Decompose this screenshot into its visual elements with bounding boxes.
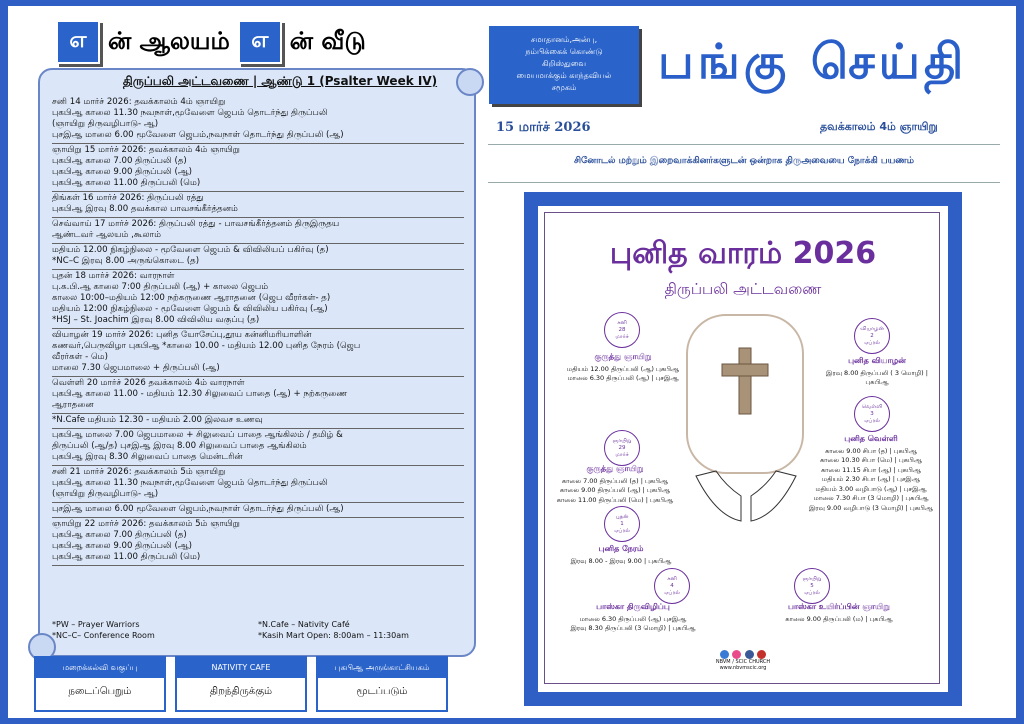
- poster-event-line: மாலை 6.30 திருப்பலி (ஆ) | புசஇஆ: [567, 374, 679, 382]
- schedule-line: புசஇஆ மாலை 6.00 மூவேளை ஜெபம்,நவநாள் தொடர்ந்து திருப்பலி (ஆ): [52, 130, 344, 140]
- poster-event: [558, 602, 708, 634]
- poster-event-line: காலை 9.00 சிபா (த) | புகபிஆ: [825, 446, 917, 455]
- date-circle-text: 28: [618, 326, 626, 333]
- logo-text: www.nbvmscic.org: [719, 665, 767, 671]
- date-circle-text: 1: [620, 520, 624, 527]
- date-circle-text: ஏப்ரல்: [664, 589, 680, 596]
- schedule-line: காலை 10:00–மதியம் 12:00 நற்கருணை ஆராதனை (ஜெப வீரர்கள்- த): [52, 293, 331, 303]
- poster-event-line: மாலை 7.30 சிபா (3 மொழி) | புகபிஆ: [813, 494, 929, 502]
- schedule-line: செவ்வாய் 17 மார்ச் 2026: திருப்பலி ரத்து - பாவசங்கீர்த்தனம் திருஇருதய: [52, 219, 340, 229]
- schedule-line: வியாழன் 19 மார்ச் 2026: புனித யோசேப்பு,தூய கன்னிமரியாளின்: [52, 330, 312, 340]
- schedule-line: புகபிஆ காலை 9.00 திருப்பலி (ஆ): [52, 167, 193, 177]
- poster-event-title: குருத்து ஞாயிறு: [586, 464, 644, 473]
- date-circle: [794, 568, 830, 604]
- schedule-line: மதியம் 12.00 நிகழ்நிலை - மூவேளை ஜெபம் & விவிலியப் பகிர்வு (த): [52, 245, 329, 255]
- schedule-block: [52, 377, 464, 414]
- badge-1: எ: [56, 20, 100, 64]
- footnotes: [52, 620, 464, 640]
- tagline-line: நம்பிக்கைக் கொண்டு: [525, 47, 603, 56]
- date-circle-text: ஏப்ரல்: [614, 527, 630, 534]
- poster-event-line: மதியம் 12.00 திருப்பலி (ஆ) புகபிஆ: [566, 364, 680, 373]
- tagline-line: சமாதானம்,அன்பு,: [530, 35, 598, 44]
- poster-event-title: பாஸ்கா திருவிழிப்பு: [596, 602, 670, 611]
- date-circle-text: மார்ச்: [615, 451, 629, 458]
- date-circle-text: ஏப்ரல்: [864, 339, 880, 346]
- info-box-value: திறந்திருக்கும்: [209, 686, 273, 697]
- poster-event-line: காலை 10.30 சிபா (மெ) | புகபிஆ: [819, 456, 923, 464]
- date-circle-text: ஞாயிறு: [802, 575, 822, 582]
- schedule-line: ஆராதனை: [52, 400, 94, 410]
- schedule-line: (ஞாயிறு திருவழிபாடு- ஆ): [52, 489, 159, 499]
- date-circle-text: 5: [810, 582, 814, 589]
- schedule-line: புகபிஆ காலை 11.00 திருப்பலி (மெ): [52, 178, 201, 188]
- date-circle-text: 29: [618, 444, 626, 451]
- schedule-block: [52, 192, 464, 218]
- date-circle-text: ஏப்ரல்: [864, 417, 880, 424]
- schedule-list: [52, 96, 464, 566]
- schedule-block: [52, 518, 464, 566]
- schedule-block: [52, 329, 464, 377]
- liturgical-season: தவக்காலம் 4ம் ஞாயிறு: [820, 120, 938, 133]
- poster-event-line: காலை 7.00 திருப்பலி (த) | புகபிஆ: [561, 476, 669, 485]
- poster-event-line: இரவு 8.00 திருப்பலி ( 3 மொழி) |: [826, 368, 928, 377]
- schedule-line: திங்கள் 16 மார்ச் 2026: திருப்பலி ரத்து: [52, 193, 204, 203]
- schedule-line: மதியம் 12:00 நிகழ்நிலை - மூவேளை ஜெபம் & விவிலிய பகிர்வு (ஆ): [52, 304, 328, 314]
- poster-inner: [538, 206, 948, 692]
- praying-hands-icon: [686, 456, 806, 526]
- facebook-icon: [745, 650, 754, 659]
- schedule-line: *N.Cafe மதியம் 12.30 - மதியம் 2.00 இலவச உணவு: [52, 415, 263, 425]
- poster-event: [546, 544, 696, 566]
- divider: [488, 144, 1000, 145]
- poster-event-line: மாலை 6.30 திருப்பலி (ஆ) புசஇஆ: [579, 614, 687, 623]
- poster-event-line: புகபிஆ: [865, 378, 889, 386]
- schedule-line: புகபிஆ காலை 11.30 நவநாள்,மூவேளை ஜெபம் தொடர்ந்து திருப்பலி: [52, 478, 328, 488]
- instagram-icon: [732, 650, 741, 659]
- date-circle-text: புதன்: [615, 513, 629, 520]
- schedule-line: *HSJ – St. Joachim இரவு 8.00 விவிலிய வகுப்பு (த): [52, 315, 260, 325]
- date-circle: [654, 568, 690, 604]
- logo-text: NBVM / SCIC CHURCH: [715, 659, 771, 665]
- info-box-catechism: [34, 656, 166, 712]
- poster-event-line: காலை 11.15 சிபா (ஆ) | புகபிஆ: [821, 465, 921, 474]
- info-box-head: NATIVITY CAFE: [177, 658, 305, 678]
- date-circle-text: ஞாயிறு: [612, 437, 632, 444]
- info-box-value: நடைப்பெறும்: [68, 686, 132, 697]
- schedule-line: புகபிஆ மாலை 7.00 ஜெபமாலை + சிலுவைப் பாதை ஆங்கிலம் / தமிழ் &: [52, 430, 343, 440]
- info-box-head: மறைக்கல்வி வகுப்பு: [36, 658, 164, 678]
- poster-event-title: புனித வெள்ளி: [844, 434, 898, 443]
- poster-event: [802, 356, 952, 388]
- header-left: [56, 20, 366, 64]
- poster-event-line: மதியம் 2.30 சிபா (ஆ) | புசஇஆ: [822, 475, 920, 483]
- tagline-line: சமூகம்: [551, 83, 577, 92]
- poster-title: புனித வாரம் 2026: [609, 236, 877, 271]
- poster-event: [548, 352, 698, 384]
- info-box-value: மூடப்படும்: [356, 686, 408, 697]
- date-circle-text: வியாழன்: [860, 325, 884, 332]
- poster-event-title: புனித நேரம்: [598, 544, 644, 553]
- poster-event-line: இரவு 8.30 திருப்பலி (3 மொழி) | புகபிஆ: [570, 624, 696, 632]
- date-circle-text: வெள்ளி: [861, 403, 883, 410]
- date-circle: [604, 506, 640, 542]
- schedule-line: புதன் 18 மார்ச் 2026: வாரநாள்: [52, 271, 175, 281]
- schedule-block: [52, 218, 464, 244]
- schedule-block: [52, 466, 464, 503]
- schedule-line: புசஇஆ மாலை 6.00 மூவேளை ஜெபம்,நவநாள் தொடர்ந்து திருப்பலி (ஆ): [52, 504, 344, 514]
- schedule-line: *NC–C இரவு 8.00 அருங்கொடை (த): [52, 256, 200, 266]
- schedule-line: சனி 21 மார்ச் 2026: தவக்காலம் 5ம் ஞாயிறு: [52, 467, 226, 477]
- header-word-1: ன் ஆலயம்: [108, 26, 230, 55]
- theme-line: சினோடல் மற்றும் இறைவாக்கினர்களுடன் ஒன்றாக திருஅவையை நோக்கி பயணம்: [573, 156, 914, 166]
- schedule-line: புகபிஆ காலை 7.00 திருப்பலி (த): [52, 530, 187, 540]
- schedule-line: புகபிஆ காலை 11.00 - மதியம் 12.30 சிலுவைப் பாதை (ஆ) + நற்கருணை: [52, 389, 348, 399]
- schedule-line: பு.க.பி.ஆ காலை 7:00 திருப்பலி (ஆ) + காலை ஜெபம்: [52, 282, 269, 292]
- schedule-block: [52, 144, 464, 192]
- logo-icon: [720, 650, 729, 659]
- poster-event: [764, 602, 914, 624]
- poster-event-line: காலை 9.00 திருப்பலி (ம) | புகபிஆ: [785, 614, 893, 623]
- schedule-line: புகபிஆ இரவு 8.00 தவக்கால பாவசங்கீர்த்தனம்: [52, 204, 238, 214]
- poster-event: [796, 434, 946, 513]
- schedule-block: [52, 503, 464, 518]
- date-circle: [854, 318, 890, 354]
- date-circle: [604, 312, 640, 348]
- schedule-line: மாலை 7.30 ஜெபமாலை + திருப்பலி (ஆ): [52, 363, 220, 373]
- schedule-scroll: [38, 68, 476, 657]
- schedule-block: [52, 429, 464, 466]
- schedule-block: [52, 244, 464, 270]
- schedule-line: புகபிஆ காலை 11.30 நவநாள்,மூவேளை ஜெபம் தொடர்ந்து திருப்பலி: [52, 108, 328, 118]
- poster-event-line: இரவு 8.00 - இரவு 9.00 | புகபிஆ: [570, 556, 672, 565]
- schedule-line: புகபிஆ காலை 7.00 திருப்பலி (த): [52, 156, 187, 166]
- poster-subtitle: திருப்பலி அட்டவணை: [664, 280, 822, 298]
- date-circle-text: சனி: [617, 319, 627, 326]
- date-circle: [604, 430, 640, 466]
- poster-event-title: பாஸ்கா உயிர்ப்பின் ஞாயிறு: [788, 602, 890, 611]
- poster-event-line: மதியம் 3.00 வழிபாடு (ஆ) | புசஇஆ: [815, 484, 927, 493]
- issue-date: 15 மார்ச் 2026: [496, 120, 591, 135]
- tagline-line: மையமாக்கும் காந்தவியல்: [516, 71, 612, 80]
- schedule-line: வீரர்கள் - மெ): [52, 352, 108, 362]
- date-circle-text: 3: [870, 410, 874, 417]
- poster-event-title: குருத்து ஞாயிறு: [594, 352, 652, 361]
- holy-week-poster: [524, 192, 962, 706]
- info-box-cafe: [175, 656, 307, 712]
- poster-event-title: புனித வியாழன்: [848, 356, 906, 365]
- poster-event-line: காலை 11.00 திருப்பலி (மெ) | புகபிஆ: [556, 495, 674, 504]
- poster-event-line: காலை 9.00 திருப்பலி (ஆ) | புகபிஆ: [559, 486, 671, 494]
- date-circle-text: 4: [670, 582, 674, 589]
- schedule-line: புகபிஆ காலை 9.00 திருப்பலி (ஆ): [52, 541, 193, 551]
- header-word-2: ன் வீடு: [289, 26, 366, 55]
- footnote: *NC–C– Conference Room: [52, 631, 155, 640]
- bulletin-title: பங்கு செய்தி: [658, 34, 968, 90]
- schedule-line: ஆண்டவர் ஆலயம் ,கூலாம்: [52, 230, 161, 240]
- poster-event-line: இரவு 9.00 வழிபாடு (3 மொழி) | புகபிஆ: [808, 503, 934, 512]
- date-circle-text: சனி: [667, 575, 677, 582]
- date-circle-text: மார்ச்: [615, 333, 629, 340]
- date-circle: [854, 396, 890, 432]
- schedule-line: சனி 14 மார்ச் 2026: தவக்காலம் 4ம் ஞாயிறு: [52, 97, 226, 107]
- badge-2: எ: [238, 20, 282, 64]
- date-circle-text: ஏப்ரல்: [804, 589, 820, 596]
- cross-icon: [720, 346, 770, 416]
- bulletin-page: [8, 6, 1016, 718]
- schedule-block: [52, 96, 464, 144]
- schedule-line: புகபிஆ காலை 11.00 திருப்பலி (மெ): [52, 552, 201, 562]
- poster-event: [540, 464, 690, 505]
- schedule-line: ஞாயிறு 15 மார்ச் 2026: தவக்காலம் 4ம் ஞாயிறு: [52, 145, 240, 155]
- tagline-box: [489, 26, 639, 104]
- info-box-head: புகபிஆ அருங்காட்சியகம்: [318, 658, 446, 678]
- schedule-line: புகபிஆ இரவு 8.30 சிலுவைப் பாதை மென்டரின்: [52, 452, 243, 462]
- info-box-museum: [316, 656, 448, 712]
- schedule-title: திருப்பலி அட்டவணை | ஆண்டு 1 (Psalter Week IV): [122, 74, 438, 88]
- schedule-line: கணவர்,பெருவிழா புகபிஆ *காலை 10.00 - மதியம் 12.00 புனித நேரம் (ஜெப: [52, 341, 361, 351]
- schedule-line: வெள்ளி 20 மார்ச் 2026 தவக்காலம் 4ம் வாரநாள்: [52, 378, 245, 388]
- divider: [488, 182, 1000, 183]
- schedule-block: [52, 414, 464, 429]
- schedule-line: ஞாயிறு 22 மார்ச் 2026: தவக்காலம் 5ம் ஞாயிறு: [52, 519, 240, 529]
- footnote: *Kasih Mart Open: 8:00am – 11:30am: [258, 631, 409, 640]
- date-circle-text: 2: [870, 332, 874, 339]
- tagline-line: கிறிஸ்துவை: [541, 59, 587, 68]
- footnote: *N.Cafe – Nativity Café: [258, 620, 350, 629]
- schedule-block: [52, 270, 464, 329]
- schedule-line: திருப்பலி (ஆ/த) புசஇஆ இரவு 8.00 சிலுவைப் பாதை ஆங்கிலம்: [52, 441, 307, 451]
- schedule-line: (ஞாயிறு திருவழிபாடு- ஆ): [52, 119, 159, 129]
- footnote: *PW – Prayer Warriors: [52, 620, 140, 629]
- poster-logos: [688, 650, 798, 671]
- youtube-icon: [757, 650, 766, 659]
